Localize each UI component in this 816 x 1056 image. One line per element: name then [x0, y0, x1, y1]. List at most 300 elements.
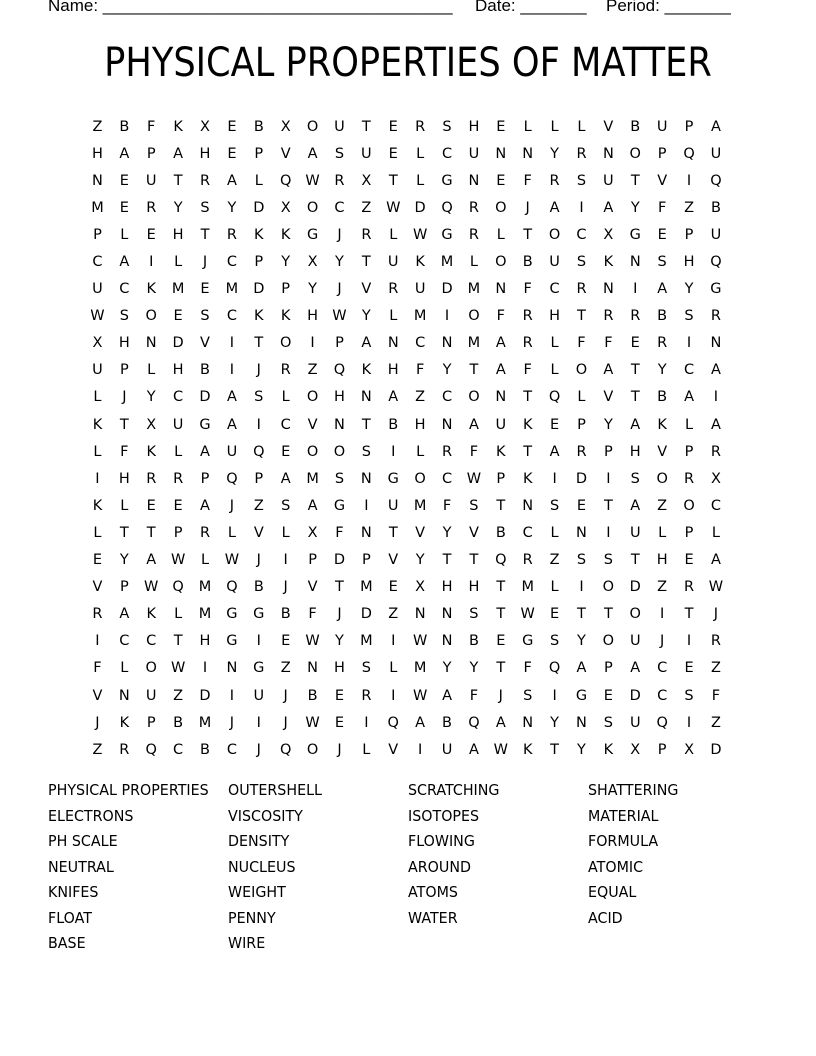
- grid-cell[interactable]: P: [684, 118, 694, 135]
- grid-cell[interactable]: K: [603, 741, 614, 758]
- grid-cell[interactable]: T: [630, 552, 640, 569]
- grid-cell[interactable]: U: [468, 145, 480, 162]
- grid-cell[interactable]: O: [548, 226, 561, 243]
- grid-cell[interactable]: G: [306, 226, 319, 243]
- grid-cell[interactable]: K: [146, 281, 156, 298]
- grid-cell[interactable]: L: [120, 660, 129, 677]
- grid-cell[interactable]: N: [360, 524, 372, 541]
- grid-cell[interactable]: R: [92, 606, 103, 623]
- grid-cell[interactable]: L: [416, 172, 425, 189]
- grid-cell[interactable]: I: [256, 633, 261, 650]
- grid-cell[interactable]: Y: [657, 362, 667, 379]
- grid-cell[interactable]: B: [657, 389, 668, 406]
- grid-cell[interactable]: X: [603, 226, 614, 243]
- grid-cell[interactable]: C: [226, 254, 237, 271]
- grid-cell[interactable]: T: [254, 335, 264, 352]
- grid-cell[interactable]: V: [603, 389, 614, 406]
- grid-cell[interactable]: D: [333, 552, 346, 569]
- grid-cell[interactable]: E: [630, 335, 640, 352]
- grid-cell[interactable]: E: [657, 226, 667, 243]
- grid-cell[interactable]: N: [360, 470, 372, 487]
- grid-cell[interactable]: R: [684, 579, 695, 596]
- grid-cell[interactable]: G: [226, 633, 238, 650]
- grid-cell[interactable]: M: [306, 470, 319, 487]
- grid-cell[interactable]: M: [225, 281, 239, 298]
- grid-cell[interactable]: B: [253, 579, 264, 596]
- grid-cell[interactable]: W: [386, 199, 401, 216]
- grid-cell[interactable]: I: [579, 579, 584, 596]
- grid-cell[interactable]: T: [550, 741, 560, 758]
- grid-cell[interactable]: C: [173, 389, 184, 406]
- grid-cell[interactable]: W: [144, 579, 159, 596]
- grid-cell[interactable]: G: [575, 687, 588, 704]
- grid-cell[interactable]: L: [120, 497, 129, 514]
- grid-cell[interactable]: R: [361, 226, 372, 243]
- grid-cell[interactable]: D: [629, 579, 641, 596]
- grid-cell[interactable]: R: [576, 281, 587, 298]
- grid-cell[interactable]: A: [226, 416, 237, 433]
- grid-cell[interactable]: C: [119, 633, 130, 650]
- grid-cell[interactable]: I: [660, 606, 665, 623]
- name-field[interactable]: Name: _____________________________________: [48, 0, 453, 15]
- grid-cell[interactable]: X: [710, 470, 721, 487]
- grid-cell[interactable]: Q: [226, 470, 238, 487]
- grid-cell[interactable]: D: [199, 687, 211, 704]
- grid-cell[interactable]: D: [199, 389, 211, 406]
- grid-cell[interactable]: T: [496, 660, 506, 677]
- grid-cell[interactable]: M: [360, 579, 373, 596]
- grid-cell[interactable]: Y: [684, 281, 694, 298]
- grid-cell[interactable]: L: [550, 362, 559, 379]
- grid-cell[interactable]: S: [200, 308, 210, 325]
- grid-cell[interactable]: B: [200, 741, 210, 758]
- grid-cell[interactable]: R: [199, 524, 211, 541]
- grid-cell[interactable]: S: [630, 470, 640, 487]
- grid-cell[interactable]: H: [387, 362, 399, 379]
- grid-cell[interactable]: I: [256, 416, 261, 433]
- grid-cell[interactable]: N: [522, 714, 534, 731]
- grid-cell[interactable]: N: [522, 145, 534, 162]
- grid-cell[interactable]: L: [684, 416, 694, 433]
- grid-cell[interactable]: P: [254, 145, 264, 162]
- grid-cell[interactable]: L: [389, 308, 398, 325]
- grid-cell[interactable]: R: [576, 145, 587, 162]
- grid-cell[interactable]: D: [253, 199, 265, 216]
- grid-cell[interactable]: S: [523, 687, 533, 704]
- grid-cell[interactable]: Z: [388, 606, 399, 623]
- grid-cell[interactable]: M: [467, 281, 481, 298]
- grid-cell[interactable]: J: [229, 497, 235, 514]
- grid-cell[interactable]: U: [361, 145, 372, 162]
- grid-cell[interactable]: A: [576, 660, 587, 677]
- grid-cell[interactable]: O: [683, 497, 695, 514]
- grid-cell[interactable]: I: [686, 633, 692, 650]
- grid-cell[interactable]: G: [522, 633, 534, 650]
- grid-cell[interactable]: R: [226, 226, 237, 243]
- grid-cell[interactable]: W: [224, 552, 240, 569]
- grid-cell[interactable]: P: [603, 443, 613, 460]
- grid-cell[interactable]: G: [226, 606, 238, 623]
- grid-cell[interactable]: S: [361, 660, 371, 677]
- grid-cell[interactable]: X: [361, 172, 372, 189]
- grid-cell[interactable]: G: [387, 470, 399, 487]
- grid-cell[interactable]: S: [469, 497, 479, 514]
- grid-cell[interactable]: A: [388, 389, 399, 406]
- grid-cell[interactable]: F: [469, 443, 479, 460]
- grid-cell[interactable]: Q: [279, 172, 292, 189]
- grid-cell[interactable]: K: [254, 226, 264, 243]
- grid-cell[interactable]: E: [173, 308, 183, 325]
- grid-cell[interactable]: X: [92, 335, 103, 352]
- grid-cell[interactable]: Q: [683, 145, 695, 162]
- grid-cell[interactable]: N: [387, 335, 399, 352]
- grid-cell[interactable]: Y: [603, 416, 613, 433]
- grid-cell[interactable]: N: [602, 281, 614, 298]
- grid-cell[interactable]: L: [469, 254, 478, 271]
- grid-cell[interactable]: R: [280, 362, 291, 379]
- grid-cell[interactable]: I: [552, 470, 557, 487]
- grid-cell[interactable]: Q: [548, 660, 561, 677]
- grid-cell[interactable]: M: [171, 281, 185, 298]
- grid-cell[interactable]: U: [414, 281, 426, 298]
- grid-cell[interactable]: O: [306, 443, 319, 460]
- grid-cell[interactable]: T: [577, 606, 586, 623]
- grid-cell[interactable]: N: [522, 497, 534, 514]
- grid-cell[interactable]: E: [496, 633, 506, 650]
- grid-cell[interactable]: W: [332, 308, 347, 325]
- grid-cell[interactable]: Y: [577, 633, 586, 650]
- grid-cell[interactable]: H: [118, 470, 130, 487]
- grid-cell[interactable]: E: [576, 497, 587, 514]
- grid-cell[interactable]: A: [495, 362, 506, 379]
- grid-cell[interactable]: B: [522, 254, 533, 271]
- grid-cell[interactable]: Y: [146, 389, 156, 406]
- grid-cell[interactable]: F: [523, 281, 532, 298]
- grid-cell[interactable]: L: [658, 524, 667, 541]
- grid-cell[interactable]: S: [442, 118, 452, 135]
- grid-cell[interactable]: O: [279, 335, 292, 352]
- grid-cell[interactable]: E: [550, 606, 560, 623]
- grid-cell[interactable]: U: [145, 172, 157, 189]
- grid-cell[interactable]: A: [146, 552, 157, 569]
- grid-cell[interactable]: F: [415, 362, 425, 379]
- grid-cell[interactable]: A: [468, 416, 479, 433]
- grid-cell[interactable]: W: [520, 606, 535, 623]
- grid-cell[interactable]: R: [684, 470, 695, 487]
- grid-cell[interactable]: F: [657, 199, 667, 216]
- grid-cell[interactable]: T: [603, 606, 613, 623]
- grid-cell[interactable]: R: [549, 172, 560, 189]
- grid-cell[interactable]: J: [283, 687, 288, 704]
- grid-cell[interactable]: K: [173, 118, 183, 135]
- grid-cell[interactable]: S: [334, 470, 345, 487]
- grid-cell[interactable]: I: [256, 714, 261, 731]
- grid-cell[interactable]: I: [95, 470, 100, 487]
- grid-cell[interactable]: X: [280, 118, 291, 135]
- grid-cell[interactable]: Y: [361, 308, 371, 325]
- grid-cell[interactable]: Z: [657, 579, 668, 596]
- grid-cell[interactable]: P: [603, 660, 613, 677]
- grid-cell[interactable]: K: [657, 416, 667, 433]
- grid-cell[interactable]: T: [630, 172, 640, 189]
- grid-cell[interactable]: E: [119, 199, 129, 216]
- grid-cell[interactable]: Z: [92, 118, 103, 135]
- grid-cell[interactable]: F: [523, 172, 532, 189]
- grid-cell[interactable]: E: [496, 118, 506, 135]
- grid-cell[interactable]: N: [468, 172, 480, 189]
- grid-cell[interactable]: T: [335, 579, 344, 596]
- grid-cell[interactable]: Q: [710, 172, 722, 189]
- grid-cell[interactable]: U: [629, 633, 641, 650]
- grid-cell[interactable]: U: [495, 416, 507, 433]
- grid-cell[interactable]: P: [657, 145, 667, 162]
- grid-cell[interactable]: E: [388, 579, 398, 596]
- grid-cell[interactable]: R: [388, 281, 399, 298]
- grid-cell[interactable]: H: [629, 443, 641, 460]
- grid-cell[interactable]: Y: [469, 660, 479, 677]
- grid-cell[interactable]: N: [145, 335, 157, 352]
- grid-cell[interactable]: O: [495, 199, 507, 216]
- grid-cell[interactable]: K: [92, 416, 103, 433]
- grid-cell[interactable]: C: [441, 470, 453, 487]
- grid-cell[interactable]: L: [254, 172, 263, 189]
- grid-cell[interactable]: C: [522, 524, 533, 541]
- grid-cell[interactable]: Z: [173, 687, 184, 704]
- grid-cell[interactable]: E: [603, 687, 613, 704]
- grid-cell[interactable]: F: [496, 308, 505, 325]
- grid-cell[interactable]: H: [199, 633, 211, 650]
- grid-cell[interactable]: L: [711, 524, 720, 541]
- grid-cell[interactable]: O: [306, 199, 319, 216]
- grid-cell[interactable]: Q: [441, 199, 453, 216]
- grid-cell[interactable]: O: [602, 633, 615, 650]
- grid-cell[interactable]: N: [441, 416, 453, 433]
- grid-cell[interactable]: H: [172, 226, 184, 243]
- grid-cell[interactable]: R: [657, 335, 668, 352]
- grid-cell[interactable]: J: [337, 226, 342, 243]
- grid-cell[interactable]: Q: [387, 714, 399, 731]
- grid-cell[interactable]: L: [174, 443, 183, 460]
- grid-cell[interactable]: Q: [333, 362, 346, 379]
- grid-cell[interactable]: H: [91, 145, 103, 162]
- grid-cell[interactable]: R: [630, 308, 641, 325]
- grid-cell[interactable]: P: [684, 524, 694, 541]
- grid-cell[interactable]: F: [604, 335, 613, 352]
- grid-cell[interactable]: R: [361, 687, 372, 704]
- grid-cell[interactable]: P: [146, 145, 156, 162]
- grid-cell[interactable]: I: [229, 687, 235, 704]
- grid-cell[interactable]: C: [334, 199, 345, 216]
- grid-cell[interactable]: X: [684, 741, 694, 758]
- grid-cell[interactable]: I: [713, 389, 719, 406]
- grid-cell[interactable]: M: [440, 254, 454, 271]
- grid-cell[interactable]: W: [170, 552, 186, 569]
- grid-cell[interactable]: I: [391, 443, 396, 460]
- grid-cell[interactable]: C: [226, 308, 237, 325]
- grid-cell[interactable]: Q: [279, 741, 292, 758]
- grid-cell[interactable]: M: [198, 579, 212, 596]
- grid-cell[interactable]: M: [467, 335, 481, 352]
- grid-cell[interactable]: Z: [361, 199, 372, 216]
- grid-cell[interactable]: I: [686, 335, 692, 352]
- grid-cell[interactable]: R: [468, 226, 479, 243]
- grid-cell[interactable]: C: [657, 687, 668, 704]
- grid-cell[interactable]: H: [334, 660, 345, 677]
- grid-cell[interactable]: A: [226, 172, 237, 189]
- grid-cell[interactable]: L: [389, 226, 398, 243]
- grid-cell[interactable]: P: [657, 741, 667, 758]
- grid-cell[interactable]: H: [468, 579, 480, 596]
- grid-cell[interactable]: R: [522, 308, 533, 325]
- grid-cell[interactable]: C: [657, 660, 668, 677]
- grid-cell[interactable]: I: [364, 497, 369, 514]
- grid-cell[interactable]: B: [442, 714, 452, 731]
- grid-cell[interactable]: O: [145, 308, 157, 325]
- grid-cell[interactable]: K: [415, 254, 425, 271]
- grid-cell[interactable]: I: [283, 552, 288, 569]
- grid-cell[interactable]: P: [93, 226, 102, 243]
- grid-cell[interactable]: Y: [442, 660, 452, 677]
- grid-cell[interactable]: V: [307, 416, 318, 433]
- grid-cell[interactable]: D: [629, 687, 641, 704]
- grid-cell[interactable]: P: [684, 226, 694, 243]
- grid-cell[interactable]: L: [281, 389, 290, 406]
- grid-cell[interactable]: M: [413, 497, 427, 514]
- grid-cell[interactable]: T: [173, 633, 183, 650]
- grid-cell[interactable]: T: [496, 579, 506, 596]
- grid-cell[interactable]: C: [441, 389, 453, 406]
- grid-cell[interactable]: M: [198, 606, 212, 623]
- grid-cell[interactable]: U: [710, 226, 722, 243]
- grid-cell[interactable]: B: [307, 687, 318, 704]
- grid-cell[interactable]: J: [337, 741, 342, 758]
- grid-cell[interactable]: S: [576, 254, 587, 271]
- grid-cell[interactable]: N: [495, 145, 507, 162]
- grid-cell[interactable]: V: [657, 443, 668, 460]
- grid-cell[interactable]: S: [254, 389, 264, 406]
- grid-cell[interactable]: T: [388, 524, 398, 541]
- grid-cell[interactable]: S: [549, 497, 560, 514]
- grid-cell[interactable]: J: [122, 389, 127, 406]
- grid-cell[interactable]: S: [281, 497, 291, 514]
- grid-cell[interactable]: Z: [684, 199, 694, 216]
- grid-cell[interactable]: V: [361, 281, 372, 298]
- grid-cell[interactable]: A: [710, 552, 721, 569]
- grid-cell[interactable]: A: [495, 714, 506, 731]
- grid-cell[interactable]: I: [444, 308, 450, 325]
- grid-cell[interactable]: D: [441, 281, 453, 298]
- grid-cell[interactable]: Z: [92, 741, 103, 758]
- grid-cell[interactable]: L: [227, 524, 236, 541]
- grid-cell[interactable]: Z: [549, 552, 560, 569]
- period-field[interactable]: Period: _______: [606, 0, 731, 15]
- grid-cell[interactable]: K: [522, 470, 533, 487]
- grid-cell[interactable]: A: [603, 199, 614, 216]
- grid-cell[interactable]: T: [442, 552, 452, 569]
- grid-cell[interactable]: J: [256, 362, 261, 379]
- grid-cell[interactable]: R: [199, 172, 211, 189]
- grid-cell[interactable]: N: [576, 524, 587, 541]
- grid-cell[interactable]: T: [361, 416, 371, 433]
- grid-cell[interactable]: P: [684, 443, 694, 460]
- grid-cell[interactable]: E: [173, 497, 183, 514]
- grid-cell[interactable]: V: [388, 741, 399, 758]
- grid-cell[interactable]: L: [174, 606, 183, 623]
- grid-cell[interactable]: A: [657, 281, 668, 298]
- grid-cell[interactable]: T: [200, 226, 210, 243]
- grid-cell[interactable]: A: [710, 416, 721, 433]
- grid-cell[interactable]: L: [174, 254, 183, 271]
- grid-cell[interactable]: T: [630, 389, 640, 406]
- grid-cell[interactable]: U: [710, 145, 722, 162]
- grid-cell[interactable]: Y: [335, 254, 344, 271]
- grid-cell[interactable]: S: [200, 199, 210, 216]
- grid-cell[interactable]: Z: [253, 497, 264, 514]
- grid-cell[interactable]: D: [710, 741, 722, 758]
- grid-cell[interactable]: Y: [281, 254, 291, 271]
- grid-cell[interactable]: W: [305, 172, 320, 189]
- grid-cell[interactable]: L: [93, 443, 102, 460]
- grid-cell[interactable]: C: [415, 335, 426, 352]
- grid-cell[interactable]: V: [388, 552, 399, 569]
- grid-cell[interactable]: D: [253, 281, 265, 298]
- grid-cell[interactable]: J: [283, 579, 288, 596]
- grid-cell[interactable]: V: [468, 524, 479, 541]
- grid-cell[interactable]: E: [388, 118, 398, 135]
- grid-cell[interactable]: U: [656, 118, 668, 135]
- grid-cell[interactable]: J: [713, 606, 719, 623]
- grid-cell[interactable]: H: [683, 254, 695, 271]
- grid-cell[interactable]: Y: [308, 281, 317, 298]
- grid-cell[interactable]: T: [523, 443, 533, 460]
- grid-cell[interactable]: E: [146, 497, 156, 514]
- grid-cell[interactable]: O: [575, 362, 588, 379]
- grid-cell[interactable]: D: [414, 199, 426, 216]
- grid-cell[interactable]: F: [147, 118, 156, 135]
- grid-cell[interactable]: J: [256, 552, 261, 569]
- grid-cell[interactable]: U: [92, 362, 103, 379]
- grid-cell[interactable]: I: [229, 335, 235, 352]
- grid-cell[interactable]: R: [334, 172, 345, 189]
- grid-cell[interactable]: N: [307, 660, 318, 677]
- grid-cell[interactable]: Y: [550, 145, 560, 162]
- grid-cell[interactable]: I: [310, 335, 315, 352]
- grid-cell[interactable]: Y: [173, 199, 183, 216]
- grid-cell[interactable]: A: [119, 254, 130, 271]
- grid-cell[interactable]: G: [629, 226, 641, 243]
- grid-cell[interactable]: G: [441, 226, 453, 243]
- grid-cell[interactable]: N: [495, 389, 507, 406]
- grid-cell[interactable]: Y: [550, 714, 560, 731]
- grid-cell[interactable]: R: [710, 633, 721, 650]
- grid-cell[interactable]: M: [521, 579, 534, 596]
- grid-cell[interactable]: U: [226, 443, 238, 460]
- grid-cell[interactable]: M: [360, 633, 373, 650]
- grid-cell[interactable]: I: [202, 660, 208, 677]
- grid-cell[interactable]: Q: [495, 552, 507, 569]
- grid-cell[interactable]: Z: [307, 362, 318, 379]
- grid-cell[interactable]: X: [630, 741, 641, 758]
- grid-cell[interactable]: O: [306, 118, 319, 135]
- grid-cell[interactable]: T: [361, 254, 371, 271]
- grid-cell[interactable]: S: [469, 606, 479, 623]
- grid-cell[interactable]: I: [686, 714, 692, 731]
- grid-cell[interactable]: E: [684, 660, 694, 677]
- grid-cell[interactable]: F: [120, 443, 129, 460]
- grid-cell[interactable]: U: [441, 741, 453, 758]
- grid-cell[interactable]: Q: [656, 714, 668, 731]
- grid-cell[interactable]: E: [200, 281, 210, 298]
